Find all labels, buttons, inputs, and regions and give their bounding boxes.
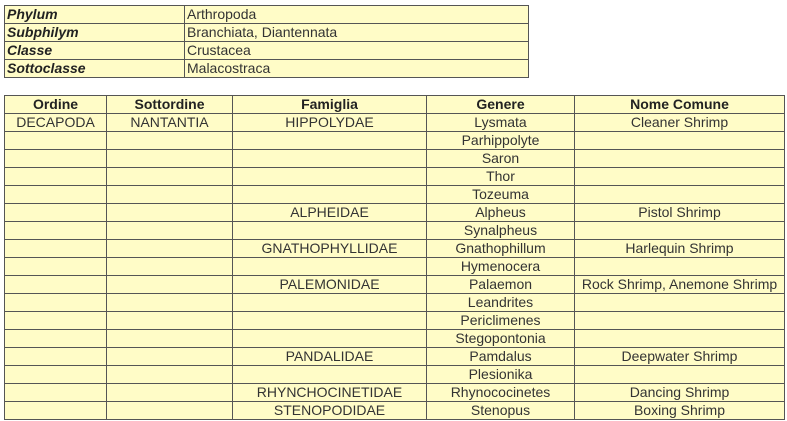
nome-comune-cell xyxy=(575,294,785,312)
table-row xyxy=(5,240,785,258)
sottordine-cell xyxy=(107,168,233,186)
sottordine-cell xyxy=(107,312,233,330)
sottordine-cell: NANTANTIA xyxy=(107,114,233,132)
sottordine-cell xyxy=(107,132,233,150)
column-header-nome-comune: Nome Comune xyxy=(575,96,785,114)
table-row xyxy=(5,348,785,366)
taxonomy-row xyxy=(5,6,529,24)
table-row xyxy=(5,168,785,186)
genere-cell: Pamdalus xyxy=(427,348,575,366)
ordine-cell xyxy=(5,222,107,240)
ordine-cell xyxy=(5,258,107,276)
ordine-cell xyxy=(5,312,107,330)
taxonomy-row xyxy=(5,24,529,42)
famiglia-cell: ALPHEIDAE xyxy=(233,204,427,222)
genere-cell: Gnathophillum xyxy=(427,240,575,258)
famiglia-cell: STENOPODIDAE xyxy=(233,402,427,420)
ordine-cell xyxy=(5,186,107,204)
table-row xyxy=(5,258,785,276)
table-row xyxy=(5,204,785,222)
sottordine-cell xyxy=(107,240,233,258)
famiglia-cell: PALEMONIDAE xyxy=(233,276,427,294)
famiglia-cell xyxy=(233,258,427,276)
table-row xyxy=(5,222,785,240)
ordine-cell xyxy=(5,240,107,258)
table-row xyxy=(5,402,785,420)
table-row xyxy=(5,294,785,312)
table-row xyxy=(5,330,785,348)
genere-cell: Alpheus xyxy=(427,204,575,222)
famiglia-cell xyxy=(233,222,427,240)
column-header-sottordine: Sottordine xyxy=(107,96,233,114)
ordine-cell: DECAPODA xyxy=(5,114,107,132)
sottordine-cell xyxy=(107,384,233,402)
taxonomy-key: Classe xyxy=(5,42,185,60)
ordine-cell xyxy=(5,168,107,186)
genere-cell: Rhynococinetes xyxy=(427,384,575,402)
genere-cell: Leandrites xyxy=(427,294,575,312)
taxonomy-value: Arthropoda xyxy=(185,6,529,24)
nome-comune-cell: Deepwater Shrimp xyxy=(575,348,785,366)
sottordine-cell xyxy=(107,222,233,240)
famiglia-cell xyxy=(233,294,427,312)
sottordine-cell xyxy=(107,294,233,312)
famiglia-cell: PANDALIDAE xyxy=(233,348,427,366)
taxonomy-table xyxy=(4,5,529,78)
nome-comune-cell: Dancing Shrimp xyxy=(575,384,785,402)
ordine-cell xyxy=(5,366,107,384)
genere-cell: Tozeuma xyxy=(427,186,575,204)
famiglia-cell: HIPPOLYDAE xyxy=(233,114,427,132)
famiglia-cell xyxy=(233,132,427,150)
sottordine-cell xyxy=(107,330,233,348)
genere-cell: Plesionika xyxy=(427,366,575,384)
taxonomy-row xyxy=(5,42,529,60)
nome-comune-cell: Boxing Shrimp xyxy=(575,402,785,420)
nome-comune-cell: Rock Shrimp, Anemone Shrimp xyxy=(575,276,785,294)
nome-comune-cell xyxy=(575,222,785,240)
species-table-body xyxy=(5,114,785,420)
famiglia-cell xyxy=(233,366,427,384)
famiglia-cell: RHYNCHOCINETIDAE xyxy=(233,384,427,402)
taxonomy-value: Branchiata, Diantennata xyxy=(185,24,529,42)
genere-cell: Synalpheus xyxy=(427,222,575,240)
nome-comune-cell xyxy=(575,132,785,150)
ordine-cell xyxy=(5,276,107,294)
table-row xyxy=(5,312,785,330)
column-header-ordine: Ordine xyxy=(5,96,107,114)
sottordine-cell xyxy=(107,366,233,384)
nome-comune-cell: Pistol Shrimp xyxy=(575,204,785,222)
famiglia-cell: GNATHOPHYLLIDAE xyxy=(233,240,427,258)
table-row xyxy=(5,384,785,402)
header-row xyxy=(5,96,785,114)
taxonomy-key: Sottoclasse xyxy=(5,60,185,78)
ordine-cell xyxy=(5,384,107,402)
table-row xyxy=(5,186,785,204)
table-row xyxy=(5,366,785,384)
taxonomy-row xyxy=(5,60,529,78)
table-row xyxy=(5,276,785,294)
sottordine-cell xyxy=(107,150,233,168)
ordine-cell xyxy=(5,330,107,348)
nome-comune-cell xyxy=(575,312,785,330)
table-row xyxy=(5,114,785,132)
column-header-genere: Genere xyxy=(427,96,575,114)
nome-comune-cell xyxy=(575,168,785,186)
ordine-cell xyxy=(5,150,107,168)
species-table xyxy=(4,95,785,420)
table-row xyxy=(5,132,785,150)
sottordine-cell xyxy=(107,348,233,366)
ordine-cell xyxy=(5,348,107,366)
taxonomy-key: Phylum xyxy=(5,6,185,24)
column-header-famiglia: Famiglia xyxy=(233,96,427,114)
sottordine-cell xyxy=(107,204,233,222)
taxonomy-key: Subphilym xyxy=(5,24,185,42)
nome-comune-cell: Cleaner Shrimp xyxy=(575,114,785,132)
genere-cell: Saron xyxy=(427,150,575,168)
sottordine-cell xyxy=(107,276,233,294)
famiglia-cell xyxy=(233,186,427,204)
genere-cell: Stegopontonia xyxy=(427,330,575,348)
nome-comune-cell xyxy=(575,366,785,384)
nome-comune-cell xyxy=(575,150,785,168)
genere-cell: Palaemon xyxy=(427,276,575,294)
genere-cell: Parhippolyte xyxy=(427,132,575,150)
ordine-cell xyxy=(5,132,107,150)
ordine-cell xyxy=(5,402,107,420)
sottordine-cell xyxy=(107,402,233,420)
nome-comune-cell xyxy=(575,330,785,348)
sottordine-cell xyxy=(107,258,233,276)
famiglia-cell xyxy=(233,150,427,168)
ordine-cell xyxy=(5,294,107,312)
ordine-cell xyxy=(5,204,107,222)
genere-cell: Lysmata xyxy=(427,114,575,132)
genere-cell: Stenopus xyxy=(427,402,575,420)
taxonomy-value: Crustacea xyxy=(185,42,529,60)
taxonomy-value: Malacostraca xyxy=(185,60,529,78)
famiglia-cell xyxy=(233,168,427,186)
famiglia-cell xyxy=(233,312,427,330)
famiglia-cell xyxy=(233,330,427,348)
table-row xyxy=(5,150,785,168)
nome-comune-cell xyxy=(575,258,785,276)
genere-cell: Thor xyxy=(427,168,575,186)
genere-cell: Hymenocera xyxy=(427,258,575,276)
nome-comune-cell: Harlequin Shrimp xyxy=(575,240,785,258)
sottordine-cell xyxy=(107,186,233,204)
genere-cell: Periclimenes xyxy=(427,312,575,330)
nome-comune-cell xyxy=(575,186,785,204)
